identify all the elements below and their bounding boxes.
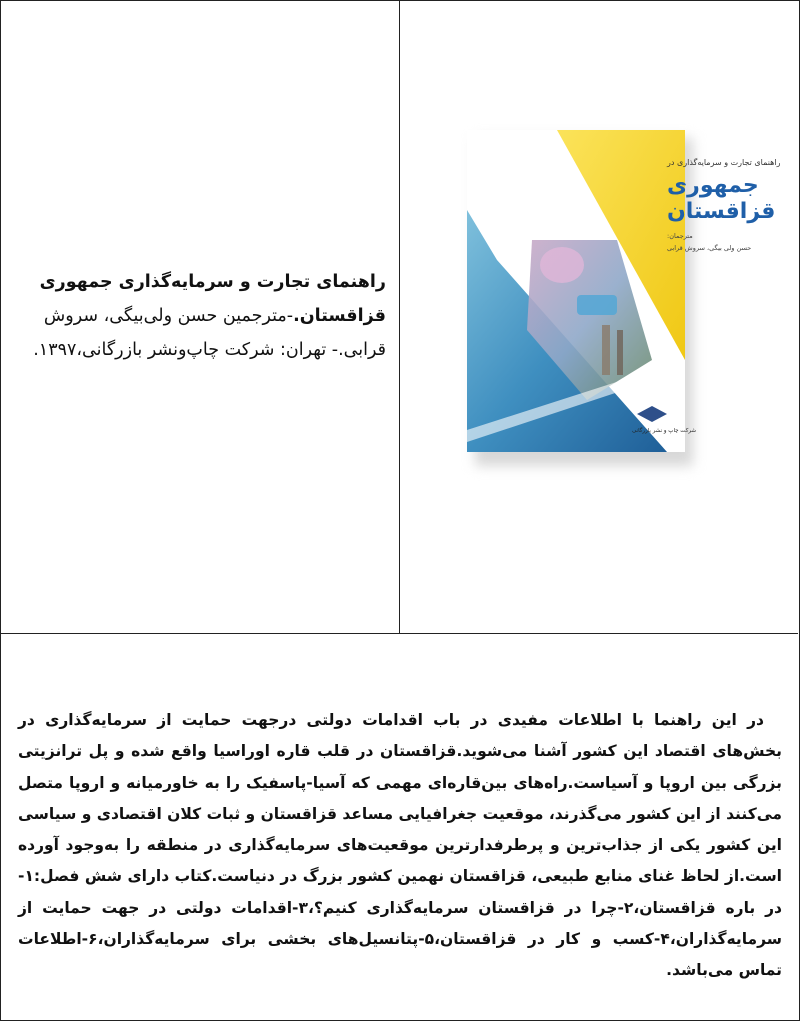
citation-title: راهنمای تجارت و سرمایه‌گذاری جمهوری قزاقستان. bbox=[39, 272, 386, 326]
citation-details: -مترجمین حسن ولی‌بیگی، سروش قرابی.- تهران: شرکت چاپ‌ونشر بازرگانی،۱۳۹۷. bbox=[33, 306, 386, 360]
cover-title-line1: جمهوری bbox=[667, 173, 759, 198]
cover-translators-label: مترجمان: bbox=[667, 232, 693, 240]
cover-title-line2: قزاقستان bbox=[667, 199, 776, 224]
citation-cell bbox=[0, 0, 399, 633]
description-paragraph bbox=[18, 705, 782, 987]
book-cover bbox=[467, 130, 781, 460]
cover-art bbox=[467, 130, 781, 452]
citation-text bbox=[6, 265, 386, 367]
cover-publisher: شرکت چاپ و نشر بازرگانی bbox=[632, 428, 696, 434]
cover-translators: حسن ولی بیگی، سروش قرابی bbox=[667, 244, 752, 252]
cover-subtitle: راهنمای تجارت و سرمایه‌گذاری در bbox=[667, 158, 781, 167]
description-text: در این راهنما با اطلاعات مفیدی در باب اقدامات دولتی درجهت حمایت از سرمایه‌گذاری در بخش‌های اقتصاد این کشور آشنا می‌شوید.قزاقستان در قلب قاره اوراسیا واقع شده و پل ترانزیتی بزرگی بین اروپا و آسیاست.راه‌های بین‌قاره‌ای مهمی که آسیا-پاسفیک را به خاورمیانه و اروپا متصل می‌کنند از این کشور می‌گذرند، موقعیت جغرافیایی مساعد قزاقستان و ثبات کلان اقتصادی و سیاسی این کشور یکی از جذاب‌ترین و پرطرفدارترین موقعیت‌های سرمایه‌گذاری در منطقه را به‌وجود آورده است.از لحاظ غنای منابع طبیعی، قزاقستان نهمین کشور بزرگ در دنیاست.کتاب دارای شش فصل:۱-در باره قزاقستان،۲-چرا در قزاقستان سرمایه‌گذاری کنیم؟،۳-اقدامات دولتی در جهت حمایت از سرمایه‌گذاران،۴-کسب و کار در قزاقستان،۵-پتانسیل‌های بخشی برای سرمایه‌گذاران،۶-اطلاعات تماس می‌باشد. bbox=[18, 711, 782, 980]
cover-image bbox=[467, 130, 781, 452]
